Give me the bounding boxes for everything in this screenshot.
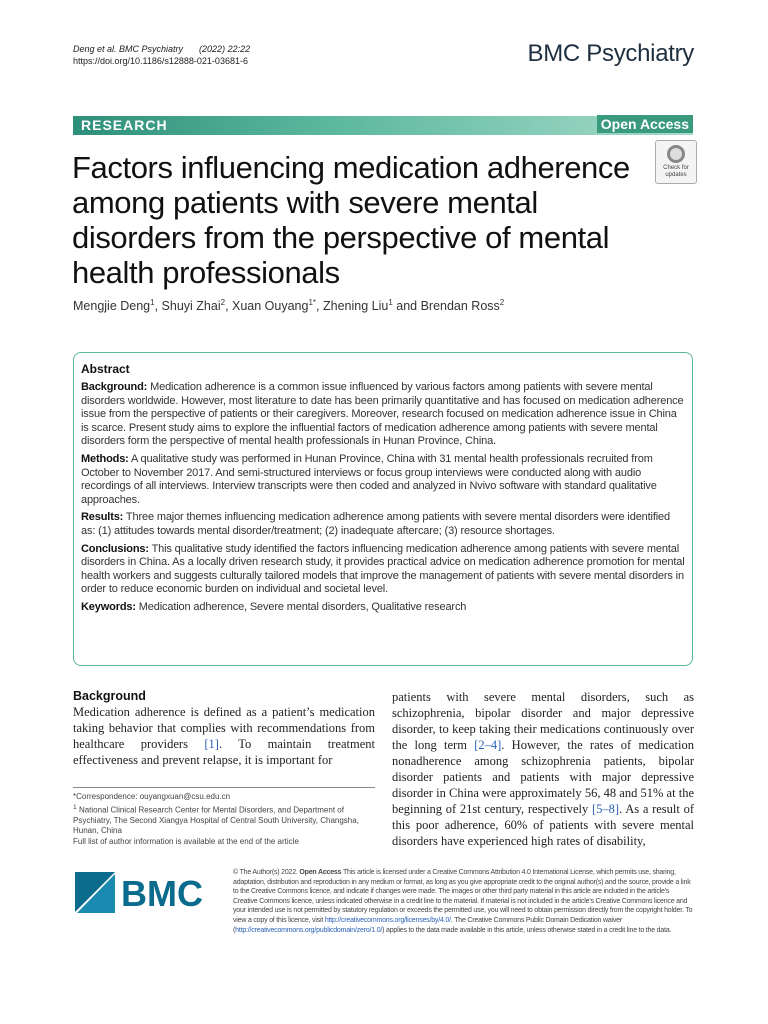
- updates-line1: Check for: [663, 165, 689, 171]
- license-body: This article is licensed under a Creative Commons Attribution 4.0 International License, which permits use, sharing, adaptation, distribution and reproduction in any medium or format, as long as you give appropriate credit to the original author(s) and the source, provide a link to the Creative Commons licence, and indicate if changes were made. The images or other third party material in this article are included in the article’s Creative Commons licence, unless indicated otherwise in a credit line to the material. If material is not included in the article’s Creative Commons licence and your intended use is not permitted by statutory regulation or exceeds the permitted use, you will need to obtain permission directly from the copyright holder. To view a copy of this licence, visit: [233, 869, 693, 924]
- section-heading: Background: [73, 689, 146, 703]
- correspondence[interactable]: *Correspondence: ouyangxuan@csu.edu.cn: [73, 792, 231, 801]
- author-info-note: Full list of author information is available at the end of the article: [73, 836, 299, 846]
- body-text: patients with severe mental disorders, such as schizophrenia, bipolar disorder and major depressive disorder, to keep taking their medications continuously over the long term: [392, 690, 694, 752]
- license-prefix: © The Author(s) 2022.: [233, 869, 298, 876]
- abstract-text: Medication adherence is a common issue influenced by various factors among patients with severe mental disorders worldwide. However, most literature to date has been primarily quantitative and has focused on medication adherence issue from the perspective of patients or their caregivers. Moreover, research focused on medication adherence issue in China is scarce. Present study aims to explore the influential factors of medication adherence among patients with severe mental disorders form the perspective of mental health professionals in Hunan Province, China.: [81, 381, 684, 448]
- body-text: . However, the rates of medication nonadherence among schizophrenia patients, bipolar disorder patients and patients with major depressive disorder in China were approximately 56, 48 and 51% at the beginning of 21st century, respectively: [392, 738, 694, 816]
- body-right-column: [392, 689, 694, 849]
- citation-year: (2022) 22:22: [199, 44, 251, 54]
- affiliation-note: [73, 803, 383, 837]
- author-affiliation: 2: [220, 298, 226, 307]
- author-affiliation: 2: [499, 298, 505, 307]
- check-for-updates-button[interactable]: [655, 140, 697, 184]
- body-text: . To maintain treatment effectiveness and prevent relapse, it is important for: [73, 737, 376, 767]
- license-link[interactable]: http://creativecommons.org/licenses/by/4.0/: [324, 916, 451, 924]
- affiliation-number: 1: [73, 803, 77, 811]
- bmc-logo: [73, 870, 223, 915]
- author-name[interactable]: Mengjie Deng: [73, 299, 151, 314]
- abstract-label: Conclusions:: [81, 542, 149, 555]
- license-text: [233, 868, 695, 935]
- author-name[interactable]: Zhening Liu: [322, 299, 389, 314]
- reference-link[interactable]: [5–8]: [592, 802, 620, 816]
- author-affiliation: 1: [150, 298, 155, 307]
- abstract-label: Methods:: [81, 452, 129, 465]
- doi-link[interactable]: https://doi.org/10.1186/s12888-021-03681-6: [73, 56, 248, 66]
- abstract-label: Results:: [81, 511, 124, 524]
- author-separator: ,: [225, 299, 233, 314]
- logo-text: BMC: [121, 873, 203, 914]
- abstract-text: Medication adherence, Severe mental disorders, Qualitative research: [138, 600, 467, 613]
- updates-line2: updates: [665, 172, 687, 178]
- body-paragraph: [73, 704, 375, 768]
- body-left-column: [73, 689, 375, 768]
- abstract-heading: Abstract: [81, 362, 130, 376]
- author-name[interactable]: Brendan Ross: [420, 299, 500, 314]
- license-open-access: Open Access: [299, 869, 342, 876]
- abstract-methods: [81, 453, 685, 507]
- author-name[interactable]: Xuan Ouyang: [232, 299, 309, 314]
- updates-icon: [667, 145, 685, 163]
- author-affiliation: 1: [388, 298, 393, 307]
- abstract-text: Three major themes influencing medication adherence among patients with severe mental disorders were identified as: (1) attitudes towards mental disorder/treatment; (2) inadequate aftercare; (3) resource shortages.: [81, 511, 670, 537]
- reference-link[interactable]: [1]: [204, 737, 219, 751]
- abstract-label: Background:: [81, 381, 148, 393]
- abstract-text: A qualitative study was performed in Hunan Province, China with 31 mental health professionals recruited from October to November 2017. And semi-structured interviews or focus group interviews were conducted along with audio recordings of all interviews. Interview transcripts were then coded and analyzed in Nvivo software with standard qualitative approaches.: [81, 452, 657, 506]
- author-name[interactable]: Shuyi Zhai: [161, 299, 221, 314]
- affiliation-text: National Clinical Research Center for Mental Disorders, and Department of Psychiatry, The Second Xiangya Hospital of Central South University, Changsha, Hunan, China: [73, 805, 359, 836]
- footnotes: [73, 792, 383, 847]
- section-label: RESEARCH: [81, 117, 168, 133]
- license-body: . The Creative Commons Public Domain Dedication waiver (: [233, 916, 623, 934]
- author-separator: ,: [316, 299, 323, 314]
- article-title: Factors influencing medication adherence among patients with severe mental disorders from the perspective of mental health professionals: [72, 150, 630, 290]
- abstract-box: [73, 352, 693, 666]
- abstract-results: [81, 511, 685, 538]
- journal-name: BMC Psychiatry: [527, 40, 694, 67]
- body-text: Medication adherence is defined as a patient’s medication taking behavior that complies with recommendations from healthcare providers: [73, 705, 375, 751]
- abstract-background: [81, 381, 685, 449]
- footnote-divider: [73, 787, 375, 788]
- abstract-text: This qualitative study identified the factors influencing medication adherence among patients with severe mental disorders in China. As a locally driven research study, it provides practical advice on medication adherence promotion for mental health workers and suggests culturally tailored models that improve the management of patients with severe mental disorders in order to reduce economic burden on individual and societal level.: [81, 542, 685, 596]
- citation-header: [73, 43, 250, 67]
- reference-link[interactable]: [2–4]: [474, 738, 502, 752]
- license-body: ) applies to the data made available in this article, unless otherwise stated in a credit line to the data.: [382, 926, 672, 934]
- author-affiliation: 1*: [308, 298, 317, 307]
- body-paragraph: [392, 689, 694, 849]
- open-access-badge: Open Access: [597, 115, 693, 133]
- waiver-link[interactable]: http://creativecommons.org/publicdomain/zero/1.0/: [235, 926, 383, 934]
- author-and: and: [392, 299, 421, 314]
- author-list: [73, 298, 504, 313]
- abstract-conclusions: [81, 543, 685, 597]
- abstract-keywords: [81, 601, 685, 615]
- citation-authors: Deng et al. BMC Psychiatry: [73, 44, 184, 54]
- author-separator: ,: [154, 299, 162, 314]
- body-text: . As a result of this poor adherence, 60% of patients with severe mental disorders have experienced high rates of disability,: [392, 802, 694, 848]
- abstract-label: Keywords:: [81, 600, 136, 613]
